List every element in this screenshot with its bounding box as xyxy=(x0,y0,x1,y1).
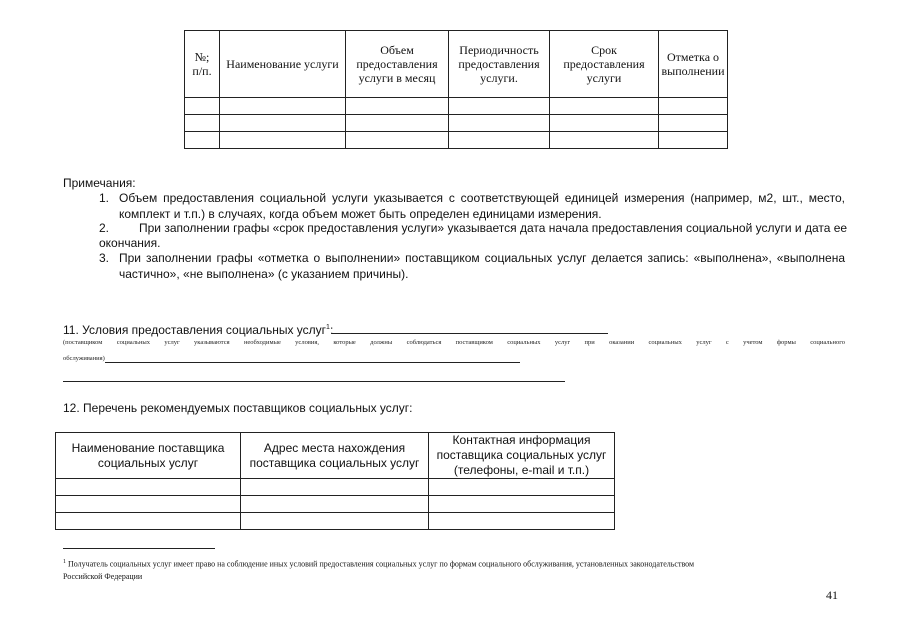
col-number-label: №; п/п. xyxy=(192,50,212,78)
col-service-name-header xyxy=(220,31,346,98)
col-completion-label: Отметка о выполнении xyxy=(661,50,725,78)
section-11-extra-line xyxy=(63,381,565,382)
notes-title: Примечания: xyxy=(63,176,136,190)
section-11-heading xyxy=(63,320,333,338)
col-completion-header xyxy=(659,31,728,98)
table-row xyxy=(185,98,728,115)
table-row xyxy=(185,115,728,132)
note-2-line-1: При заполнении графы «срок предоставления услуги» указывается дата начала предоставления социальной услуги и дата ее xyxy=(139,221,848,235)
table-row xyxy=(56,496,615,513)
services-table xyxy=(184,30,728,149)
section-12-title: 12. Перечень рекомендуемых поставщиков социальных услуг: xyxy=(63,401,413,415)
providers-table xyxy=(55,432,615,530)
col-volume-label: Объем предоставления услуги в месяц xyxy=(356,43,438,85)
note-1-number: 1. xyxy=(99,191,110,205)
table-row xyxy=(185,132,728,149)
note-2-line-2: окончания. xyxy=(99,236,161,250)
col-service-name-label: Наименование услуги xyxy=(226,57,339,71)
section-11-hint-fill-line xyxy=(105,362,520,363)
col-periodicity-header xyxy=(449,31,550,98)
col-provider-name-label: Наименование поставщика социальных услуг xyxy=(71,440,225,470)
col-volume-header xyxy=(346,31,449,98)
providers-table-header-row xyxy=(56,433,615,479)
services-table-header-row xyxy=(185,31,728,98)
col-periodicity-label: Периодичность предоставления услуги. xyxy=(458,43,540,85)
section-11-colon: : xyxy=(329,323,334,337)
table-row xyxy=(56,513,615,530)
note-3-number: 3. xyxy=(99,251,110,265)
col-provider-address-header xyxy=(241,433,429,479)
section-11-hint-line-1: (поставщиком социальных услуг указываются необходимые условия, которые должны соблюдаться поставщиком социальных услуг при оказании социальных услуг с учетом формы социального xyxy=(63,339,845,346)
col-provider-address-label: Адрес места нахождения поставщика социальных услуг xyxy=(249,440,420,470)
note-1-line-2: комплект и т.п.) в случаях, когда объем может быть определен единицами измерения. xyxy=(119,207,602,221)
note-1-line-1: Объем предоставления социальной услуги указывается с соответствующей единицей измерения (например, м2, шт., место, xyxy=(119,191,845,205)
col-provider-name-header xyxy=(56,433,241,479)
section-11-hint-line-2: обслуживания) xyxy=(63,355,105,362)
footnote-separator xyxy=(63,548,215,549)
footnote-mark: 1 xyxy=(63,559,66,565)
col-term-header xyxy=(550,31,659,98)
col-provider-contacts-header xyxy=(429,433,615,479)
footnote-text xyxy=(63,556,853,583)
note-3-line-2: частично», «не выполнена» (с указанием причины). xyxy=(119,267,409,281)
page-number: 41 xyxy=(826,588,838,602)
footnote-line-1: Получатель социальных услуг имеет право на соблюдение иных условий предоставления социальных услуг по формам социального обслуживания, установленных законодательством xyxy=(68,559,695,569)
footnote-ref: 1 xyxy=(326,324,330,331)
note-3-line-1: При заполнении графы «отметка о выполнении» поставщиком социальных услуг делается запись: «выполнена», «выполнена xyxy=(119,251,845,265)
col-provider-contacts-label: Контактная информация поставщика социальных услуг (телефоны, e-mail и т.п.) xyxy=(436,433,607,477)
section-11-title: 11. Условия предоставления социальных услуг xyxy=(63,323,327,337)
note-2-number: 2. xyxy=(99,221,110,235)
table-row xyxy=(56,479,615,496)
col-term-label: Срок предоставления услуги xyxy=(563,43,645,85)
col-number-header xyxy=(185,31,220,98)
section-11-fill-line xyxy=(332,333,608,334)
footnote-line-2: Российской Федерации xyxy=(63,571,143,581)
